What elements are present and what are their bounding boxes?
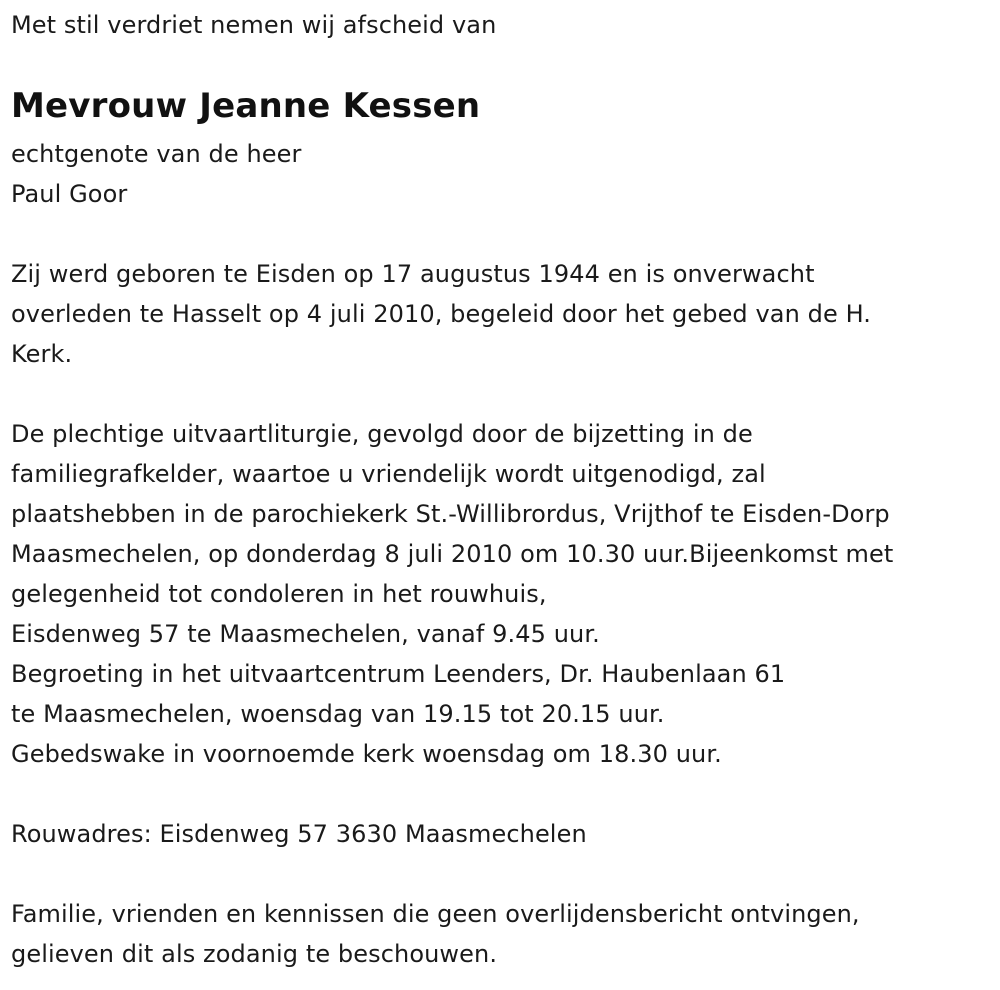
- relation-line: echtgenote van de heer: [11, 140, 302, 168]
- ceremony-line: te Maasmechelen, woensdag van 19.15 tot 20.15 uur.: [11, 700, 665, 728]
- ceremony-line: Eisdenweg 57 te Maasmechelen, vanaf 9.45 uur.: [11, 620, 600, 648]
- deceased-name: Mevrouw Jeanne Kessen: [11, 86, 481, 126]
- closing-line: gelieven dit als zodanig te beschouwen.: [11, 940, 498, 968]
- ceremony-line: familiegrafkelder, waartoe u vriendelijk wordt uitgenodigd, zal: [11, 460, 766, 488]
- closing-line: Familie, vrienden en kennissen die geen overlijdensbericht ontvingen,: [11, 900, 860, 928]
- ceremony-line: Maasmechelen, op donderdag 8 juli 2010 om 10.30 uur.Bijeenkomst met: [11, 540, 894, 568]
- ceremony-line: gelegenheid tot condoleren in het rouwhuis,: [11, 580, 547, 608]
- birth-death-line: overleden te Hasselt op 4 juli 2010, begeleid door het gebed van de H.: [11, 300, 872, 328]
- ceremony-line: Begroeting in het uitvaartcentrum Leenders, Dr. Haubenlaan 61: [11, 660, 786, 688]
- spouse-name: Paul Goor: [11, 180, 128, 208]
- birth-death-line: Kerk.: [11, 340, 73, 368]
- birth-death-line: Zij werd geboren te Eisden op 17 augustus 1944 en is onverwacht: [11, 260, 815, 288]
- mourning-address: Rouwadres: Eisdenweg 57 3630 Maasmechelen: [11, 820, 587, 848]
- intro-line: Met stil verdriet nemen wij afscheid van: [11, 11, 497, 39]
- ceremony-line: Gebedswake in voornoemde kerk woensdag om 18.30 uur.: [11, 740, 722, 768]
- ceremony-line: plaatshebben in de parochiekerk St.-Willibrordus, Vrijthof te Eisden-Dorp: [11, 500, 890, 528]
- ceremony-line: De plechtige uitvaartliturgie, gevolgd door de bijzetting in de: [11, 420, 753, 448]
